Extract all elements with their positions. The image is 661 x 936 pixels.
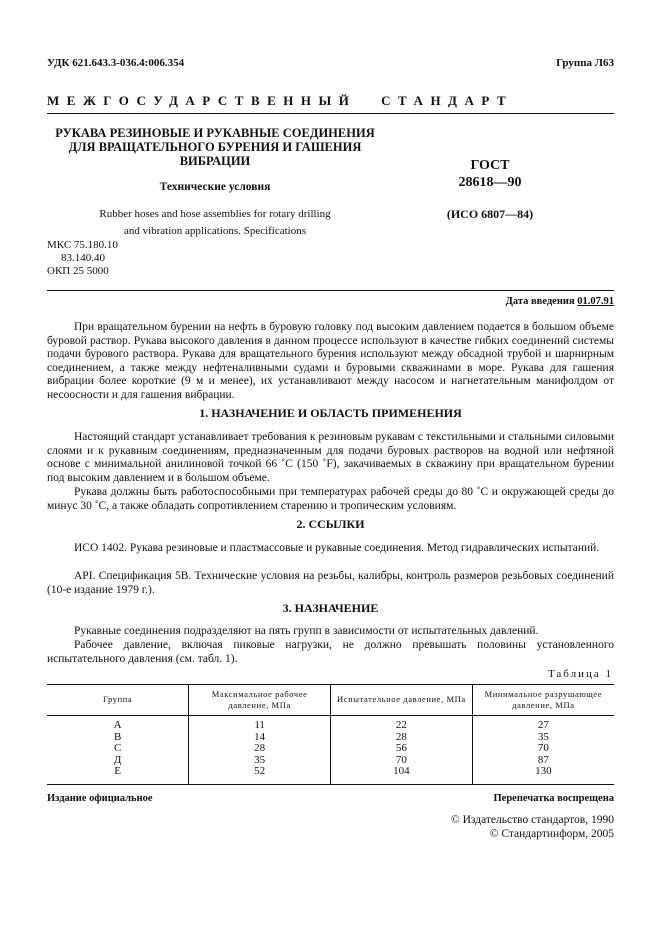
section-2-heading: 2. ССЫЛКИ	[296, 517, 365, 531]
cell-burst: 27	[472, 716, 614, 732]
mks-code-2: 83.140.40	[61, 252, 105, 264]
section-1-heading: 1. НАЗНАЧЕНИЕ И ОБЛАСТЬ ПРИМЕНЕНИЯ	[199, 406, 462, 420]
header-max-working-pressure: Максимальное рабочее давление, МПа	[189, 685, 331, 716]
section-1-paragraph-2: Рукава должны быть работоспособными при температурах рабочей среды до 80 ˚C и окружающей среды до минус 30 ˚C, а также обладать сопротивлением старению и тропическим условиям.	[47, 486, 614, 512]
cell-burst: 70	[472, 743, 614, 755]
table-row	[47, 755, 614, 767]
cell-group: Е	[47, 766, 189, 784]
section-3-paragraph-1: Рукавные соединения подразделяют на пять групп в зависимости от испытательных давлений.	[74, 625, 539, 637]
gost-label: ГОСТ	[470, 158, 510, 173]
cell-group: В	[113, 730, 122, 743]
iso-designation: (ИСО 6807—84)	[446, 207, 534, 221]
introduction-date	[506, 296, 614, 307]
document-subtitle: Технические условия	[159, 181, 271, 193]
copyright-block	[451, 813, 614, 841]
gost-number: 28618—90	[458, 175, 522, 190]
cell-burst: 35	[472, 732, 614, 744]
section-3-heading: 3. НАЗНАЧЕНИЕ	[282, 601, 379, 615]
title-line-3: ВИБРАЦИИ	[179, 154, 251, 168]
group-code: Группа Л63	[556, 57, 614, 69]
table-row	[47, 743, 614, 755]
section-3-paragraph-2: Рабочее давление, включая пиковые нагрузки, не должно превышать половины установленного испытательного давления (см. табл. 1).	[47, 639, 614, 665]
copyright-2: © Стандартинформ, 2005	[489, 828, 614, 840]
cell-burst: 87	[472, 755, 614, 767]
cell-working: 28	[189, 743, 331, 755]
copyright-1: © Издательство стандартов, 1990	[450, 814, 614, 826]
cell-test: 70	[331, 755, 473, 767]
cell-working: 35	[189, 755, 331, 767]
reprint-prohibited-label: Перепечатка воспрещена	[493, 793, 614, 804]
table-caption: Таблица 1	[547, 668, 613, 680]
english-title-line-1: Rubber hoses and hose assemblies for rotary drilling	[99, 208, 331, 220]
table-row	[47, 716, 614, 732]
date-label: Дата введения	[505, 296, 575, 307]
section-2-paragraph-2: API. Спецификация 5В. Технические условия на резьбы, калибры, контроль размеров резьбовых соединений (10-е издание 1979 г.).	[47, 570, 614, 596]
cell-group: Д	[113, 753, 122, 766]
gost-designation	[420, 157, 560, 191]
english-title	[50, 206, 380, 240]
pressure-table	[47, 684, 614, 785]
title-rule	[47, 290, 614, 291]
intro-paragraph: При вращательном бурении на нефть в буровую головку под высоким давлением подается в большом объеме буровой раствор. Рукава высокого давления в данном процессе используют в качестве гибких соединений системы подачи бурового раствора. Рукава для вращательного бурения используют между обсадной трубой и шарнирным соединением, а также между нефтеналивными судами и буровыми скважинами в море. Рукава для гашения вибрации более короткие (9 м и менее), их устанавливают между насосом и нагнетательным манифолдом от несоосности и для гашения вибрации.	[47, 321, 614, 401]
section-2-paragraph-1: ИСО 1402. Рукава резиновые и пластмассовые и рукавные соединения. Метод гидравлических испытаний.	[74, 542, 600, 554]
cell-test: 28	[331, 732, 473, 744]
header-group: Группа	[47, 685, 189, 716]
header-min-burst-pressure: Минимальное разрушающее давление, МПа	[472, 685, 614, 716]
table-row	[47, 732, 614, 744]
date-value: 01.07.91	[577, 296, 614, 307]
cell-test: 56	[331, 743, 473, 755]
mks-code-1: МКС 75.180.10	[47, 239, 118, 251]
cell-working: 14	[189, 732, 331, 744]
cell-group: А	[113, 719, 122, 731]
cell-test: 22	[331, 716, 473, 732]
banner-rule	[47, 113, 614, 114]
classification-codes	[47, 239, 118, 278]
title-line-2: ДЛЯ ВРАЩАТЕЛЬНОГО БУРЕНИЯ И ГАШЕНИЯ	[68, 140, 362, 154]
udk-code: УДК 621.643.3-036.4:006.354	[47, 57, 185, 69]
title-line-1: РУКАВА РЕЗИНОВЫЕ И РУКАВНЫЕ СОЕДИНЕНИЯ	[55, 126, 375, 140]
document-title	[50, 126, 380, 168]
header-test-pressure: Испытательное давление, МПа	[331, 685, 473, 716]
cell-group: С	[113, 742, 122, 754]
okp-code: ОКП 25 5000	[47, 265, 109, 277]
cell-working: 11	[189, 716, 331, 732]
cell-working: 52	[189, 766, 331, 784]
cell-test: 104	[331, 766, 473, 784]
english-title-line-2: and vibration applications. Specifications	[123, 225, 307, 237]
table-row	[47, 766, 614, 784]
standard-banner: МЕЖГОСУДАРСТВЕННЫЙ СТАНДАРТ	[47, 93, 514, 108]
cell-burst: 130	[472, 766, 614, 784]
section-1-paragraph-1: Настоящий стандарт устанавливает требования к резиновым рукавам с текстильными и стальными силовыми слоями и к рукавным соединениям, предназначенным для подачи буровых растворов на водной или нефтяной основе с минимальной анилиновой точкой 66 ˚C (150 ˚F), закачиваемых в скважину при вращательном бурении под высоким давлением и в большом объеме.	[47, 431, 614, 484]
official-edition-label: Издание официальное	[47, 793, 153, 804]
